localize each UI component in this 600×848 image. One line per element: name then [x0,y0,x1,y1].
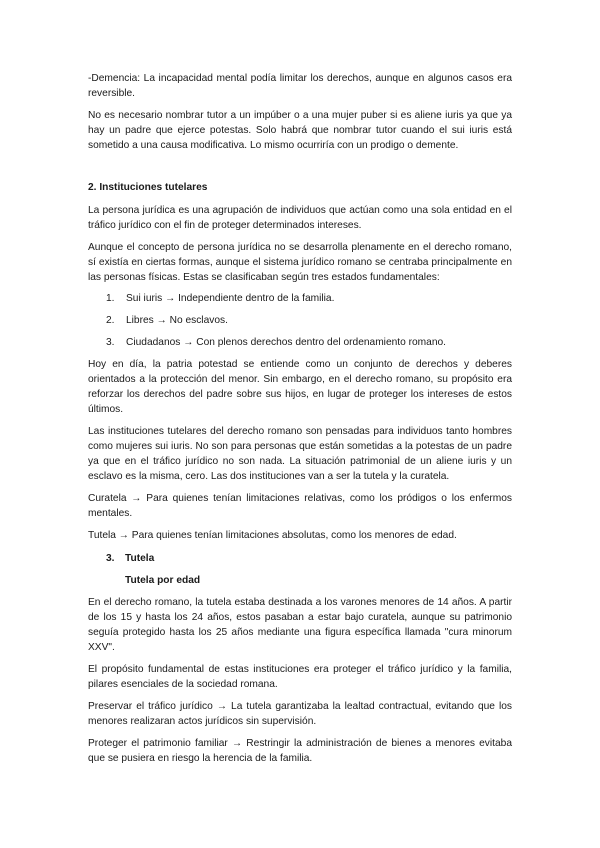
list-item [106,291,512,306]
paragraph-patrimonio-familiar: Proteger el patrimonio familiar → Restringir la administración de bienes a menores evitaba que se pusiera en riesgo la herencia de la familia. [88,738,512,764]
list-number: 2. [106,315,115,326]
list-text: Sui iuris → Independiente dentro de la familia. [126,293,335,304]
paragraph-instituciones: Las instituciones tutelares del derecho romano son pensadas para individuos tanto hombres como mujeres sui iuris. No son para personas que están sometidas a la potestas de un padre ya que en el tráfico jurídico no son nada. La situación patrimonial de un aliene iuris y un esclavo es la misma, cero. Las dos instituciones van a ser la tutela y la curatela. [88,426,512,482]
section-3-number: 3. [106,553,115,564]
list-number: 3. [106,337,115,348]
list-number: 1. [106,293,115,304]
list-text: Ciudadanos → Con plenos derechos dentro del ordenamiento romano. [126,337,446,348]
paragraph-trafico-juridico: Preservar el tráfico jurídico → La tutela garantizaba la lealtad contractual, evitando que los menores realizaran actos jurídicos sin supervisión. [88,701,512,727]
paragraph-proposito: El propósito fundamental de estas instituciones era proteger el tráfico jurídico y la familia, pilares esenciales de la sociedad romana. [88,664,512,690]
paragraph-patria-potestad: Hoy en día, la patria potestad se entiende como un conjunto de derechos y deberes orientados a la protección del menor. Sin embargo, en el derecho romano, su propósito era reforzar los derechos del padre sobre sus hijos, en lugar de proteger los intereses de estos últimos. [88,359,512,415]
list-item [106,335,512,350]
paragraph-curatela: Curatela → Para quienes tenían limitaciones relativas, como los pródigos o los enfermos mentales. [88,493,512,519]
paragraph-tutela-definicion: Tutela → Para quienes tenían limitaciones absolutas, como los menores de edad. [88,530,457,541]
section-3-title: Tutela [125,553,155,564]
section-3-heading [88,551,512,566]
list-item [106,313,512,328]
paragraph-tutor: No es necesario nombrar tutor a un impúber o a una mujer puber si es aliene iuris ya que ya hay un padre que ejerce potestas. Solo habrá que nombrar tutor cuando el sui iuris está sometido a una causa modificativa. Lo mismo ocurriría con un prodigo o demente. [88,110,512,151]
list-text: Libres → No esclavos. [126,315,228,326]
subsection-heading: Tutela por edad [125,575,201,586]
paragraph-demencia: -Demencia: La incapacidad mental podía limitar los derechos, aunque en algunos casos era reversible. [88,73,512,99]
section-2-heading: 2. Instituciones tutelares [88,182,208,193]
paragraph-persona-juridica: La persona jurídica es una agrupación de individuos que actúan como una sola entidad en el tráfico jurídico con el fin de proteger determinados intereses. [88,205,512,231]
paragraph-concepto: Aunque el concepto de persona jurídica no se desarrolla plenamente en el derecho romano, sí existía en ciertas formas, aunque el sistema jurídico romano se centraba principalmente en las personas físicas. Estas se clasificaban según tres estados fundamentales: [88,242,512,283]
states-list [88,291,512,350]
paragraph-derecho-romano: En el derecho romano, la tutela estaba destinada a los varones menores de 14 años. A partir de los 15 y hasta los 24 años, estos pasaban a estar bajo curatela, aunque su patrimonio seguía protegido hasta los 25 años mediante una figura específica llamada "cura minorum XXV". [88,597,512,653]
